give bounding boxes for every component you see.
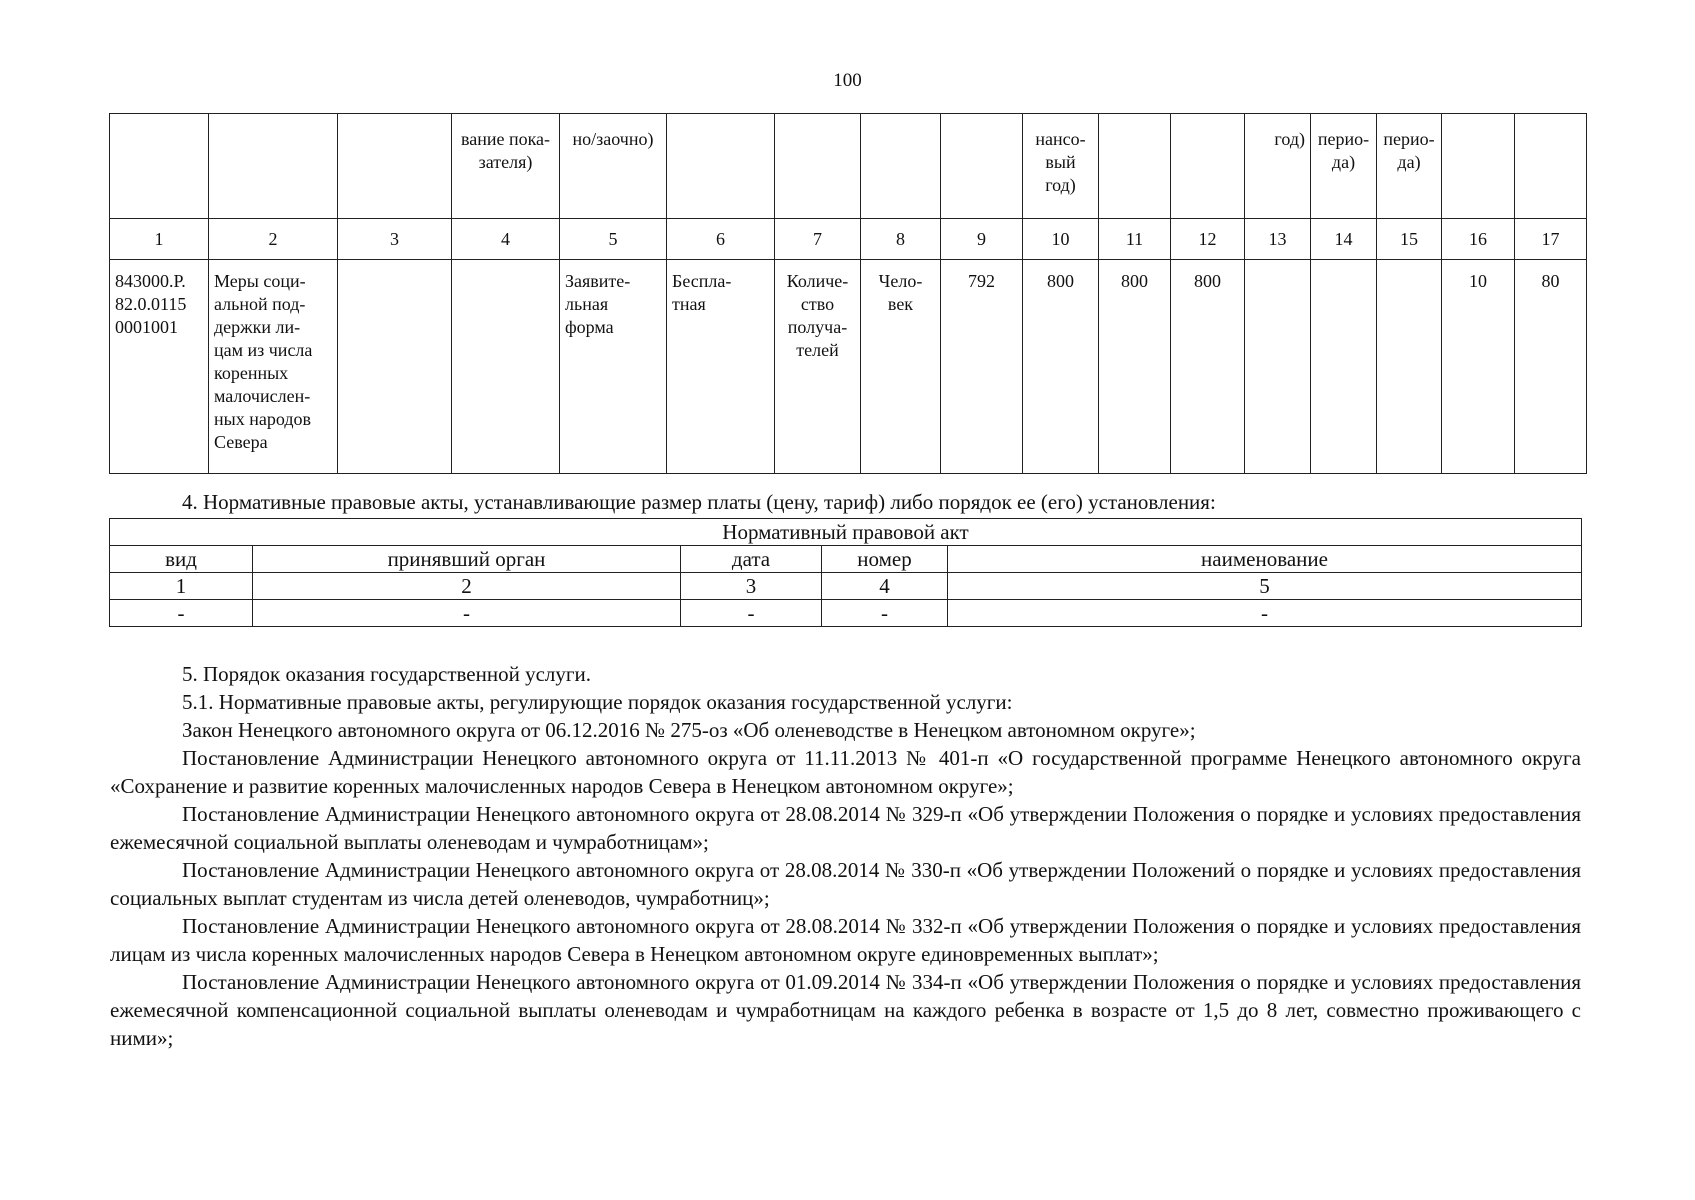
table-cell: Беспла- тная [667,260,775,474]
table-cell: 843000.Р. 82.0.0115 0001001 [110,260,209,474]
table-cell: 15 [1377,219,1442,260]
table-cell [1099,114,1171,219]
table-cell: Количе- ство получа- телей [775,260,861,474]
table-cell: 8 [861,219,941,260]
table-cell [1515,114,1587,219]
table-row [110,260,1587,474]
paragraph: 5.1. Нормативные правовые акты, регулирующие порядок оказания государственной услуги: [182,690,1013,714]
paragraph: Постановление Администрации Ненецкого автономного округа от 28.08.2014 № 329-п «Об утверждении Положения о порядке и условиях предоставления ежемесячной социальной выплаты оленеводам и чумработницам»; [110,802,1581,854]
table-cell: но/заочно) [560,114,667,219]
table-cell [1311,260,1377,474]
table-cell [1442,114,1515,219]
section-4-heading: 4. Нормативные правовые акты, устанавливающие размер платы (цену, тариф) либо порядок ее (его) установления: [182,490,1216,514]
table-cell: 7 [775,219,861,260]
table-cell: 5 [560,219,667,260]
legal-acts-table [109,518,1582,627]
table-cell: 792 [941,260,1023,474]
table-cell [338,260,452,474]
legal-acts-title: Нормативный правовой акт [110,519,1582,546]
table-cell: 17 [1515,219,1587,260]
table-cell: 2 [253,573,681,600]
paragraph: Постановление Администрации Ненецкого автономного округа от 28.08.2014 № 332-п «Об утверждении Положения о порядке и условиях предоставления лицам из числа коренных малочисленных народов Севера в Ненецком автономном округе единовременных выплат»; [110,914,1581,966]
legal-acts-number-row [110,573,1582,600]
table-cell: 10 [1023,219,1099,260]
table-cell: перио- да) [1377,114,1442,219]
table-cell [1377,260,1442,474]
table-cell: - [110,600,253,627]
table-cell: перио- да) [1311,114,1377,219]
table-cell: 6 [667,219,775,260]
section-5-text [110,660,1581,1052]
table-header-row [110,114,1587,219]
table-cell: 12 [1171,219,1245,260]
table-cell: 4 [452,219,560,260]
legal-acts-column-row [110,546,1582,573]
table-cell: 1 [110,219,209,260]
table-cell: - [681,600,822,627]
table-cell [338,114,452,219]
table-cell: 3 [681,573,822,600]
table-cell: 1 [110,573,253,600]
paragraph: Постановление Администрации Ненецкого автономного округа от 01.09.2014 № 334-п «Об утверждении Положения о порядке и условиях предоставления ежемесячной компенсационной социальной выплаты оленеводам и чумработницам на каждого ребенка в возрасте от 1,5 до 8 лет, совместно проживающего с ними»; [110,970,1581,1050]
table-cell: номер [822,546,948,573]
table-cell [1245,260,1311,474]
table-cell: дата [681,546,822,573]
table-cell: - [253,600,681,627]
table-cell [941,114,1023,219]
table-cell [110,114,209,219]
table-cell [861,114,941,219]
legal-acts-value-row [110,600,1582,627]
table-cell: 2 [209,219,338,260]
table-cell: Заявите- льная форма [560,260,667,474]
page-number: 100 [833,70,862,91]
table-cell: 13 [1245,219,1311,260]
table-cell: 800 [1099,260,1171,474]
paragraph: Постановление Администрации Ненецкого автономного округа от 28.08.2014 № 330-п «Об утверждении Положений о порядке и условиях предоставления социальных выплат студентам из числа детей оленеводов, чумработниц»; [110,858,1581,910]
table-cell: наименование [948,546,1582,573]
column-number-row [110,219,1587,260]
table-cell [775,114,861,219]
table-cell: 11 [1099,219,1171,260]
table-cell: год) [1245,114,1311,219]
table-cell: 5 [948,573,1582,600]
paragraph: Закон Ненецкого автономного округа от 06.12.2016 № 275-оз «Об оленеводстве в Ненецком автономном округе»; [182,718,1196,742]
table-cell [452,260,560,474]
table-cell: Чело- век [861,260,941,474]
legal-acts-title-row [110,519,1582,546]
table-cell: вид [110,546,253,573]
table-cell: вание пока- зателя) [452,114,560,219]
table-cell: 3 [338,219,452,260]
table-cell: 4 [822,573,948,600]
table-cell [209,114,338,219]
table-cell: 800 [1023,260,1099,474]
table-cell [1171,114,1245,219]
table-cell: Меры соци- альной под- держки ли- цам из числа коренных малочислен- ных народов Севера [209,260,338,474]
table-cell: 9 [941,219,1023,260]
table-cell: принявший орган [253,546,681,573]
table-cell: 10 [1442,260,1515,474]
table-cell [667,114,775,219]
table-cell: 800 [1171,260,1245,474]
table-cell: 14 [1311,219,1377,260]
indicator-table [109,113,1587,474]
table-cell: 16 [1442,219,1515,260]
paragraph: Постановление Администрации Ненецкого автономного округа от 11.11.2013 № 401-п «О государственной программе Ненецкого автономного округа «Сохранение и развитие коренных малочисленных народов Севера в Ненецком автономном округе»; [110,746,1581,798]
table-cell: - [822,600,948,627]
table-cell: - [948,600,1582,627]
table-cell: нансо- вый год) [1023,114,1099,219]
paragraph: 5. Порядок оказания государственной услуги. [182,662,591,686]
table-cell: 80 [1515,260,1587,474]
